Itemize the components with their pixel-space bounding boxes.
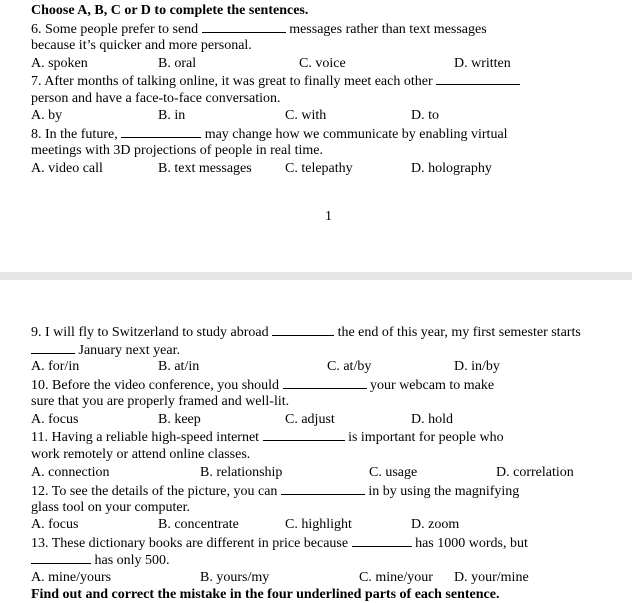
q6-option-a: A. spoken [31, 56, 88, 71]
answer-blank [436, 72, 520, 85]
q9-option-d: D. in/by [454, 359, 500, 374]
q13-text-c: has only 500. [94, 553, 170, 568]
q12-text-b: in by using the magnifying [368, 484, 520, 499]
q8-option-a: A. video call [31, 161, 103, 176]
q13-option-b: B. yours/my [200, 570, 270, 585]
question-13-line-1 [31, 534, 528, 552]
question-11-line-2: work remotely or attend online classes. [31, 447, 251, 462]
q9-option-b: B. at/in [158, 359, 200, 374]
q7-text: 7. After months of talking online, it was great to finally meet each other [31, 74, 433, 89]
question-11-line-1 [31, 428, 504, 446]
q6-option-b: B. oral [158, 56, 197, 71]
q11-option-d: D. correlation [496, 465, 574, 480]
page-number: 1 [325, 209, 332, 224]
answer-blank [283, 376, 367, 389]
q6-option-d: D. written [454, 56, 511, 71]
q10-option-c: C. adjust [285, 412, 335, 427]
q8-option-d: D. holography [411, 161, 492, 176]
q12-option-b: B. concentrate [158, 517, 239, 532]
page-2 [0, 280, 632, 601]
page-separator [0, 272, 632, 280]
q11-option-c: C. usage [369, 465, 418, 480]
question-13-line-2 [31, 551, 170, 569]
question-7-line-2: person and have a face-to-face conversation. [31, 91, 281, 106]
q8-option-b: B. text messages [158, 161, 252, 176]
q6-option-c: C. voice [299, 56, 346, 71]
q8-text-a: 8. In the future, [31, 127, 118, 142]
answer-blank [31, 551, 91, 564]
q7-option-c: C. with [285, 108, 327, 123]
q10-text-a: 10. Before the video conference, you should [31, 378, 280, 393]
q12-option-d: D. zoom [411, 517, 460, 532]
q6-text-b: messages rather than text messages [289, 22, 487, 37]
q12-option-c: C. highlight [285, 517, 352, 532]
answer-blank [202, 20, 286, 33]
q13-text-b: has 1000 words, but [415, 536, 528, 551]
answer-blank [121, 125, 201, 138]
q10-option-a: A. focus [31, 412, 79, 427]
q9-option-c: C. at/by [327, 359, 372, 374]
answer-blank [281, 482, 365, 495]
question-9-line-1 [31, 323, 581, 341]
q7-option-b: B. in [158, 108, 186, 123]
question-8-line-1 [31, 125, 508, 143]
q11-text-a: 11. Having a reliable high-speed internet [31, 430, 260, 445]
q6-text-a: 6. Some people prefer to send [31, 22, 199, 37]
question-10-line-2: sure that you are properly framed and well-lit. [31, 394, 290, 409]
q8-option-c: C. telepathy [285, 161, 353, 176]
q13-option-d: D. your/mine [454, 570, 529, 585]
q11-option-b: B. relationship [200, 465, 283, 480]
answer-blank [263, 428, 345, 441]
question-8-line-2: meetings with 3D projections of people in real time. [31, 143, 323, 158]
q11-text-b: is important for people who [348, 430, 504, 445]
question-9-line-2 [31, 341, 180, 359]
section-heading-2: Find out and correct the mistake in the four underlined parts of each sentence. [31, 587, 500, 602]
q9-text-c: January next year. [78, 343, 180, 358]
q7-option-d: D. to [411, 108, 439, 123]
section-heading: Choose A, B, C or D to complete the sentences. [31, 3, 309, 18]
q7-option-a: A. by [31, 108, 63, 123]
question-10-line-1 [31, 376, 494, 394]
q10-option-d: D. hold [411, 412, 453, 427]
q13-option-c: C. mine/your [359, 570, 433, 585]
q10-text-b: your webcam to make [370, 378, 495, 393]
page-1 [0, 0, 632, 272]
question-6-line-1 [31, 20, 487, 38]
q8-text-b: may change how we communicate by enabling virtual [204, 127, 508, 142]
q11-option-a: A. connection [31, 465, 110, 480]
answer-blank [272, 323, 334, 336]
q13-text-a: 13. These dictionary books are different in price because [31, 536, 349, 551]
q9-option-a: A. for/in [31, 359, 80, 374]
q9-text-b: the end of this year, my first semester starts [337, 325, 581, 340]
q12-option-a: A. focus [31, 517, 79, 532]
question-7-line-1 [31, 72, 520, 90]
q12-text-a: 12. To see the details of the picture, you can [31, 484, 278, 499]
q10-option-b: B. keep [158, 412, 201, 427]
question-12-line-2: glass tool on your computer. [31, 500, 191, 515]
q9-text-a: 9. I will fly to Switzerland to study abroad [31, 325, 269, 340]
question-12-line-1 [31, 482, 519, 500]
answer-blank [31, 341, 75, 354]
q13-option-a: A. mine/yours [31, 570, 112, 585]
question-6-line-2: because it’s quicker and more personal. [31, 38, 252, 53]
answer-blank [352, 534, 412, 547]
